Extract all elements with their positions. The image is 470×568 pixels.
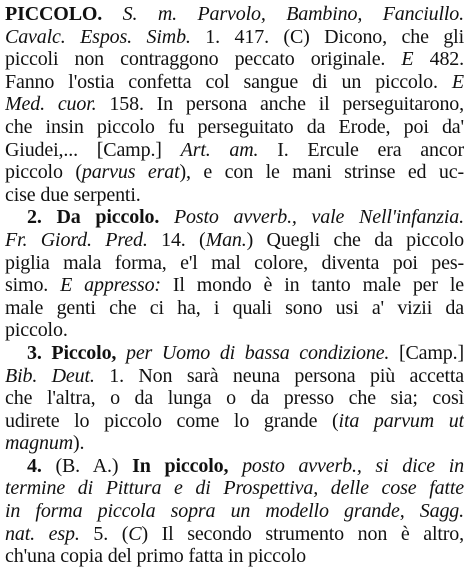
text-run: Cavalc. Espos. Simb. bbox=[5, 25, 191, 48]
text-line bbox=[5, 455, 464, 478]
text-run: 1. 417. (C) Dicono, che gli bbox=[190, 25, 464, 48]
text-run: che insin piccolo fu perseguitato da Erode, poi da' bbox=[5, 115, 464, 138]
text-run: [Camp.] bbox=[389, 341, 464, 364]
text-run: Fr. Giord. Pred. bbox=[5, 228, 148, 251]
text-line bbox=[5, 477, 464, 500]
text-line bbox=[5, 387, 464, 410]
text-line bbox=[5, 71, 464, 94]
text-run: ch'una copia del primo fatta in piccolo bbox=[5, 545, 306, 568]
text-run: 3. Piccolo, bbox=[27, 341, 117, 364]
text-line bbox=[5, 365, 464, 388]
text-line bbox=[5, 319, 464, 342]
text-run: ) Il secondo strumento non è altro, bbox=[141, 522, 464, 545]
text-run: 1. Non sarà neuna persona più accetta bbox=[94, 364, 464, 387]
text-line bbox=[5, 139, 464, 162]
text-run: Art. am. bbox=[180, 138, 259, 161]
text-run: piccoli non contraggono peccato originale. bbox=[5, 48, 402, 71]
text-run: ), e con le mani strinse ed uc- bbox=[179, 161, 464, 184]
text-line bbox=[5, 93, 464, 116]
text-run: PICCOLO. bbox=[5, 3, 103, 25]
text-run: S. m. Parvolo, Bambino, Fanciullo. bbox=[102, 3, 464, 25]
text-run: termine di Pittura e di Prospettiva, delle cose fatte bbox=[5, 477, 464, 500]
text-line bbox=[5, 252, 464, 275]
text-run: Med. cuor. bbox=[5, 93, 97, 116]
text-run: E bbox=[451, 70, 464, 93]
text-run: Man. bbox=[205, 228, 247, 251]
text-run: Posto avverb., vale Nell'infanzia. bbox=[159, 206, 464, 229]
text-run: 14. ( bbox=[147, 228, 206, 251]
text-line bbox=[5, 229, 464, 252]
text-run: C bbox=[128, 522, 142, 545]
text-run: ita parvum ut bbox=[338, 409, 464, 432]
text-line bbox=[5, 342, 464, 365]
text-line bbox=[5, 3, 464, 26]
text-run: 158. In persona anche il perseguitarono, bbox=[96, 93, 464, 116]
text-run: E bbox=[401, 48, 414, 71]
text-run: posto avverb., si dice in bbox=[228, 454, 464, 477]
text-run: piccolo. bbox=[5, 319, 68, 342]
text-line bbox=[5, 274, 464, 297]
text-run: ) Quegli che da piccolo bbox=[246, 228, 464, 251]
text-run: I. Ercule era ancor bbox=[258, 138, 464, 161]
text-line bbox=[5, 432, 464, 455]
text-run: Giudei,... [Camp.] bbox=[5, 138, 181, 161]
text-run: in forma piccola sopra un modello grande, Sagg. bbox=[5, 500, 464, 523]
text-run: piglia mala forma, e'l mal colore, diventa poi pes- bbox=[5, 251, 464, 274]
text-run: male genti che ci ha, i quali sono usi a' vizii da bbox=[5, 296, 464, 319]
text-run: Il mondo è in tanto male per le bbox=[160, 274, 464, 297]
text-run: E appresso: bbox=[60, 274, 161, 297]
text-line bbox=[5, 48, 464, 71]
text-run: parvus erat bbox=[81, 161, 180, 184]
text-line bbox=[5, 545, 464, 568]
text-line bbox=[5, 523, 464, 546]
text-run: che l'altra, o da lunga o da presso che sia; così bbox=[5, 387, 464, 410]
text-run: Fanno l'ostia confetta col sangue di un piccolo. bbox=[5, 70, 452, 93]
text-run: (B. A.) bbox=[55, 454, 133, 477]
text-run: 5. ( bbox=[79, 522, 129, 545]
text-line bbox=[5, 500, 464, 523]
text-run: simo. bbox=[5, 274, 61, 297]
text-run: ). bbox=[73, 432, 85, 455]
text-line bbox=[5, 116, 464, 139]
text-run: magnum bbox=[5, 432, 73, 455]
text-line bbox=[5, 161, 464, 184]
text-line bbox=[5, 410, 464, 433]
text-run: piccolo ( bbox=[5, 161, 82, 184]
text-run: per Uomo di bassa condizione. bbox=[116, 341, 390, 364]
text-run: Bib. Deut. bbox=[5, 364, 95, 387]
text-run: 2. bbox=[27, 206, 57, 229]
text-run: nat. esp. bbox=[5, 522, 80, 545]
text-line bbox=[5, 184, 464, 207]
entry-text bbox=[5, 3, 464, 568]
text-run: udirete lo piccolo come lo grande ( bbox=[5, 409, 339, 432]
text-line bbox=[5, 297, 464, 320]
text-line bbox=[5, 206, 464, 229]
text-run: cise due serpenti. bbox=[5, 183, 141, 206]
text-run: Da piccolo. bbox=[56, 206, 160, 229]
text-line bbox=[5, 26, 464, 49]
text-run: 4. bbox=[27, 454, 56, 477]
text-run: In piccolo, bbox=[132, 454, 229, 477]
text-run: 482. bbox=[413, 48, 464, 71]
